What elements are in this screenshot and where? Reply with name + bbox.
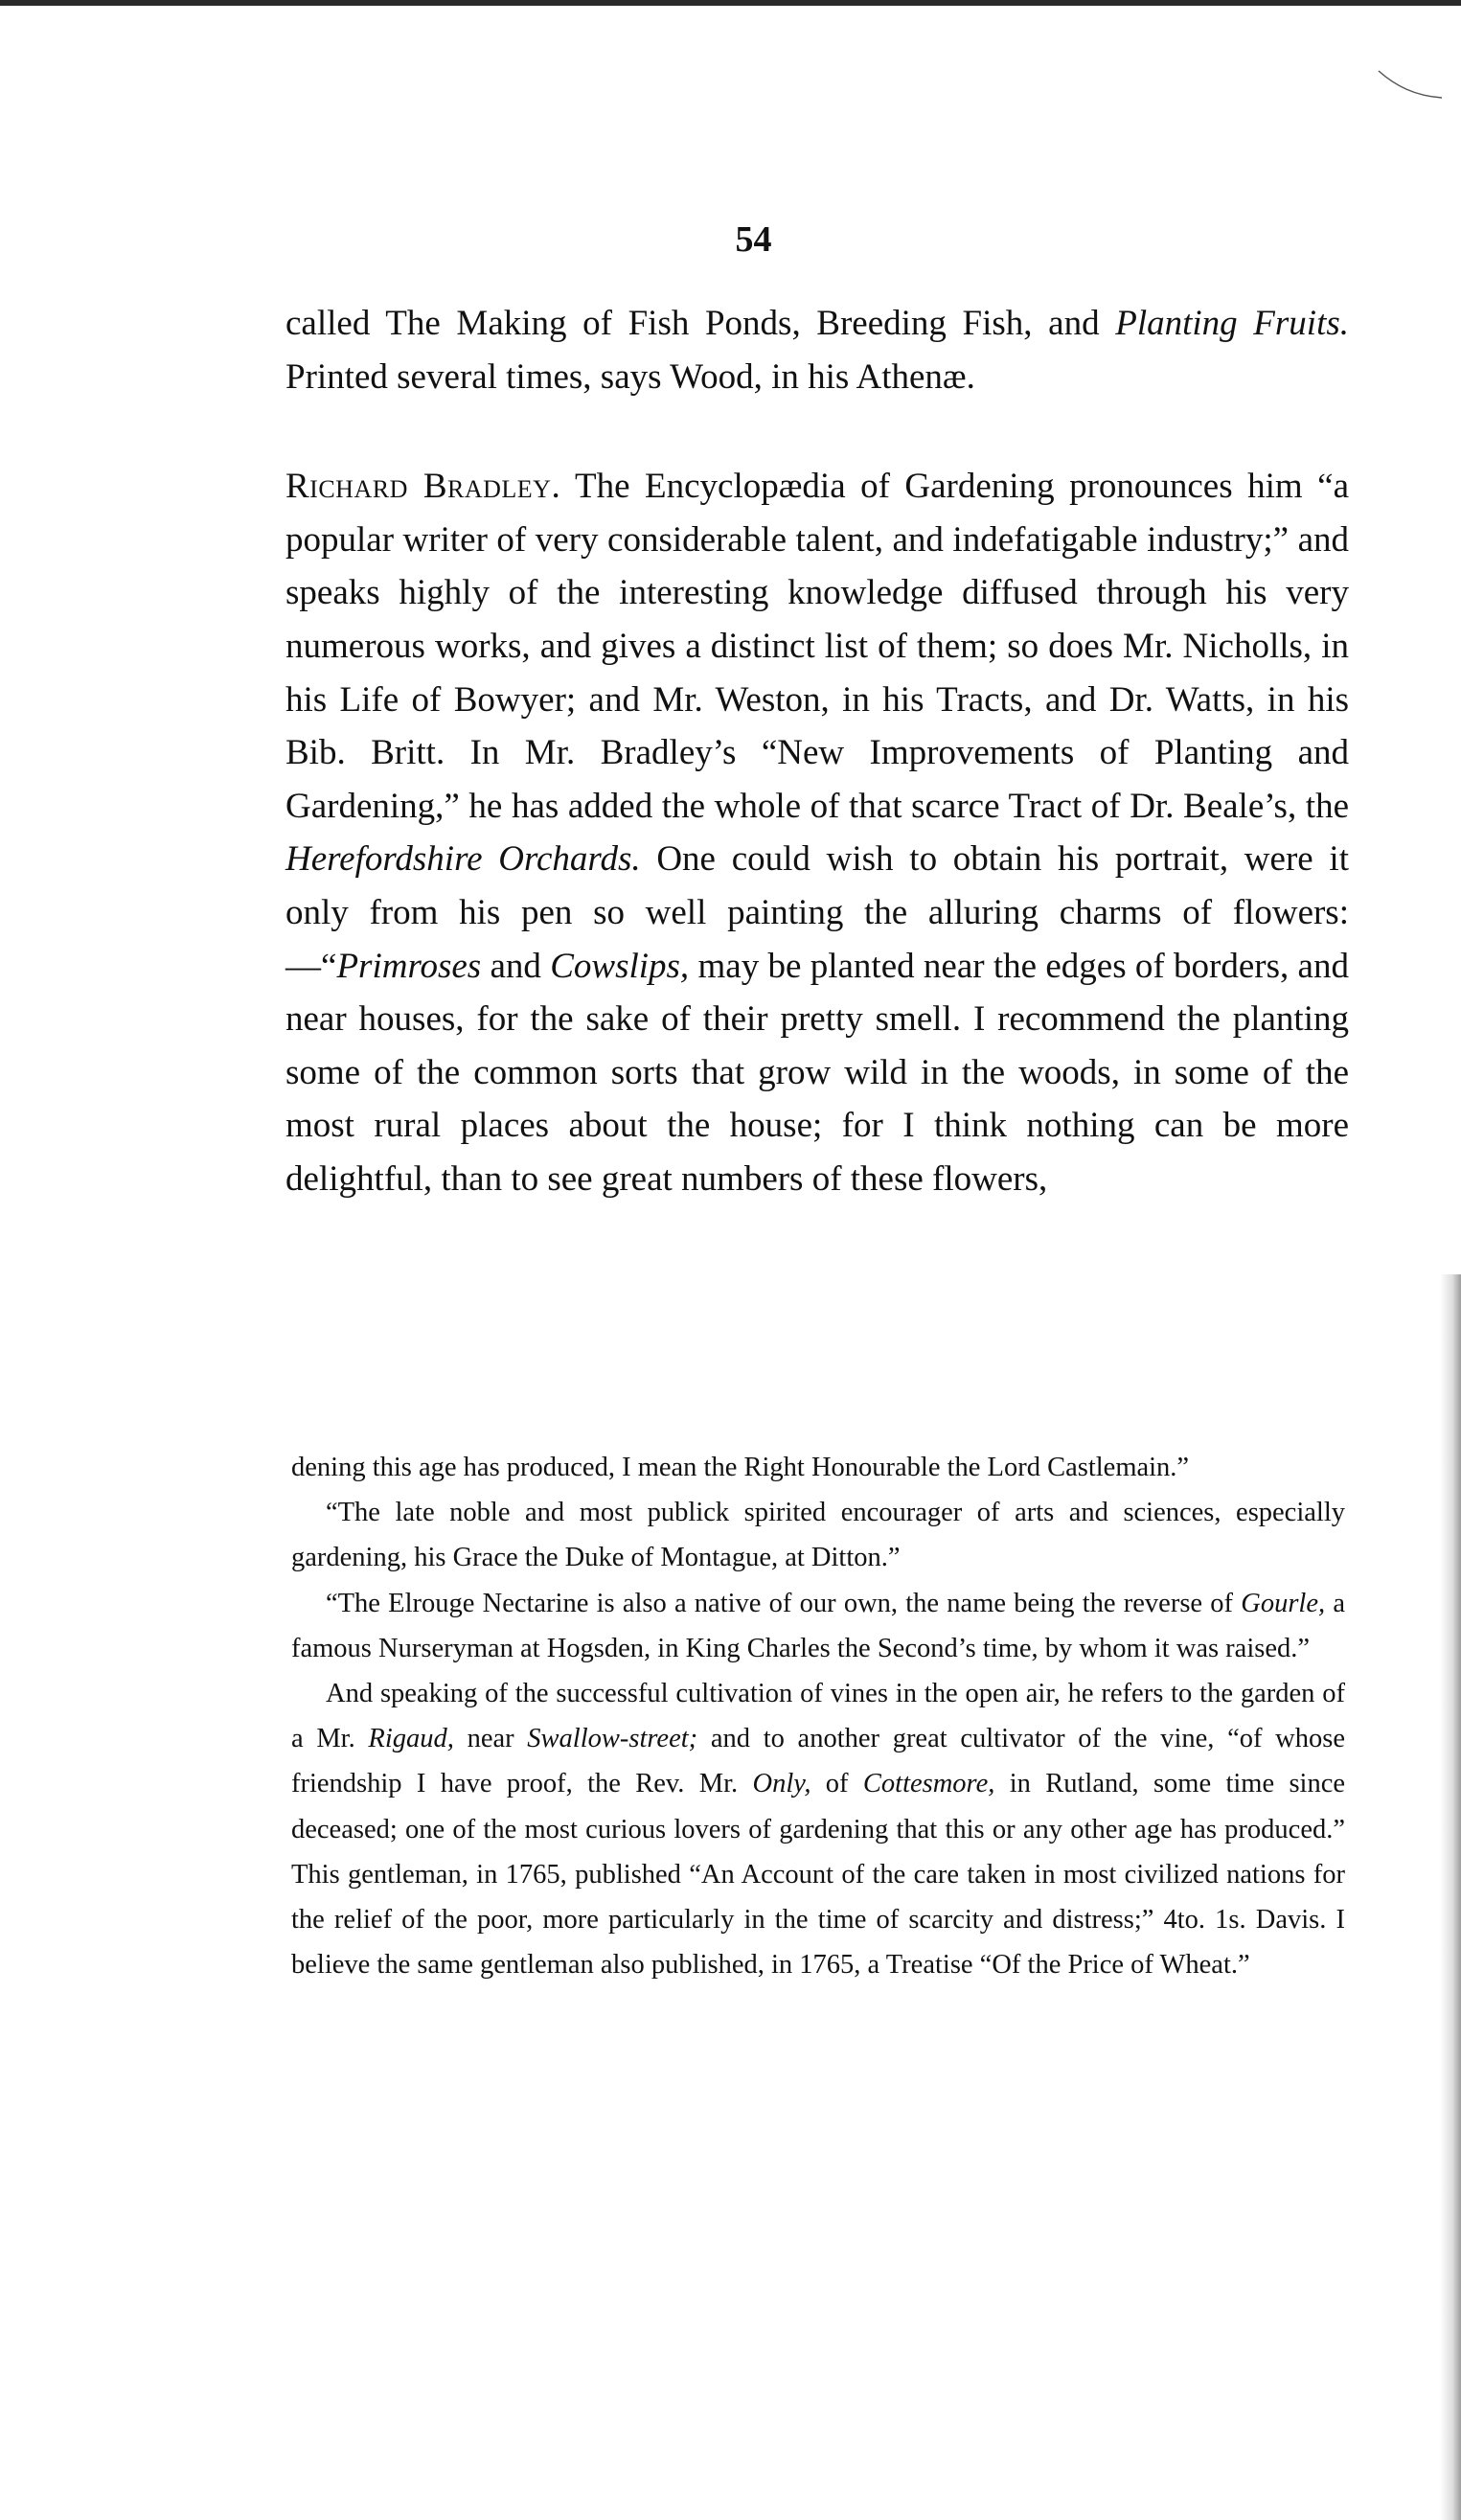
plant-name-italic: Cowslips, — [550, 946, 690, 986]
text-span: The Encyclopædia of Gardening pronounces him “a popular writer of very considerable talent, and indefatigable industry;” and speaks highly of the interesting knowledge diffused through his very numerous works, and gives a distinct list of them; so does Mr. Nicholls, in his Life of Bowyer; and Mr. Weston, in his Tracts, and Dr. Watts, in his Bib. Britt. In Mr. Bradley’s “New Improvements of Planting and Gardening,” he has added the whole of that scarce Tract of Dr. Beale’s, the — [285, 467, 1349, 826]
text-span: in Rutland, some time since deceased; one of the most curious lovers of gardening that this or any other age has produced.” This gentleman, in 1765, published “An Account of the care taken in most civilized nations for the relief of the poor, more particularly in the time of scarcity and distress;” 4to. 1s. Davis. I believe the same gentleman also published, in 1765, a Treatise “Of the Price of Wheat.” — [291, 1769, 1345, 1981]
footnote-paragraph: dening this age has produced, I mean the Right Honourable the Lord Castlemain.” — [291, 1453, 1190, 1482]
page-edge-shadow — [1440, 1274, 1461, 2520]
text-span: and to another great cultivator of the vine, “of whose friendship I have proof, the Rev. Mr. — [291, 1724, 1345, 1799]
place-italic: Cottesmore, — [862, 1769, 995, 1799]
text-span: may be planted near the edges of borders, and near houses, for the sake of their pretty smell. I recommend the planting some of the common sorts that grow wild in the woods, in some of the most rural places about the house; for I think nothing can be more delightful, than to see great numbers of these flowers, — [285, 946, 1349, 1199]
paragraph-fish-ponds — [285, 297, 1349, 403]
page-corner-mark — [1377, 67, 1444, 105]
paragraph-richard-bradley — [285, 460, 1349, 1205]
text-span: a famous Nurseryman at Hogsden, in King Charles the Second’s time, by whom it was raised.” — [291, 1588, 1345, 1663]
name-italic: Gourle, — [1241, 1588, 1326, 1618]
top-page-edge — [0, 0, 1461, 6]
main-text-block — [285, 297, 1349, 1206]
text-span: Printed several times, says Wood, in his Athenæ. — [285, 356, 975, 397]
plant-name-italic: Primroses — [336, 946, 482, 986]
name-italic: Only, — [752, 1769, 811, 1799]
text-span: called The Making of Fish Ponds, Breeding Fish, and — [285, 304, 1116, 343]
name-italic: Rigaud, — [368, 1724, 454, 1754]
footnote-block — [291, 1445, 1345, 1987]
footnote-paragraph: “The late noble and most publick spirited encourager of arts and sciences, especially gardening, his Grace the Duke of Montague, at Ditton.” — [291, 1498, 1345, 1573]
text-span: One could wish to obtain his portrait, were it only from his pen so well painting the alluring charms of flowers:—“ — [285, 839, 1349, 986]
place-italic: Swallow-street; — [527, 1724, 698, 1754]
footnote-paragraph — [291, 1581, 1345, 1671]
book-title-italic: Planting Fruits. — [1115, 304, 1350, 343]
footnote-paragraph — [291, 1671, 1345, 1987]
text-span: And speaking of the successful cultivation of vines in the open air, he refers to the garden of a Mr. — [291, 1679, 1345, 1754]
text-span: of — [810, 1769, 863, 1799]
book-title-italic: Herefordshire Orchards. — [285, 839, 641, 880]
text-span: and — [481, 946, 551, 986]
text-span: near — [453, 1724, 528, 1754]
author-name: Richard Bradley. — [285, 467, 561, 507]
text-span: “The Elrouge Nectarine is also a native of our own, the name being the reverse of — [326, 1588, 1242, 1618]
page-number: 54 — [735, 219, 772, 260]
